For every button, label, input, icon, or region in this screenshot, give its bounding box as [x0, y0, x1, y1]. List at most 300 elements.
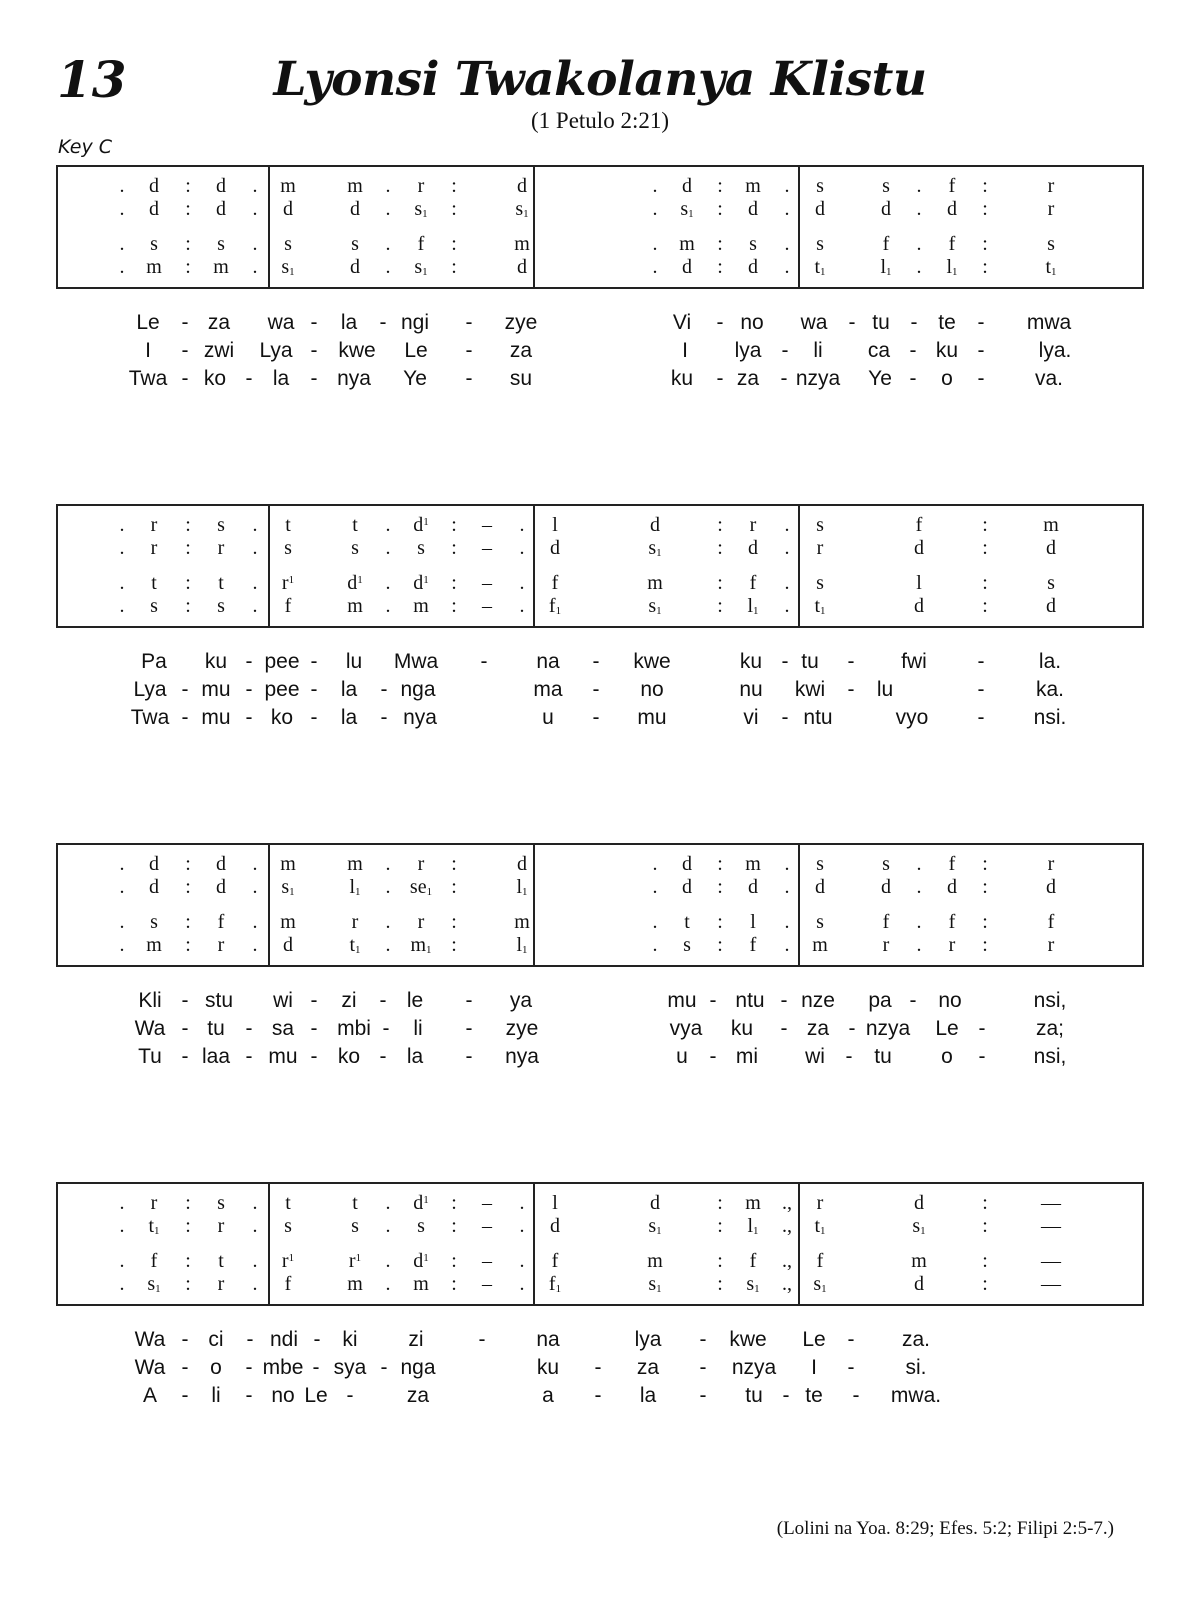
syllable: tu [801, 650, 819, 673]
note: : [451, 572, 457, 594]
syllable: ndi [269, 1328, 299, 1351]
note: f [948, 853, 956, 875]
syllable: lu [345, 650, 363, 673]
note: r [217, 1215, 225, 1237]
note: . [916, 175, 922, 197]
note: d [881, 198, 891, 220]
syllable: kwe [729, 1328, 767, 1351]
syllable: ma [533, 678, 563, 701]
note: $f_1$ [548, 1273, 562, 1295]
note: . [385, 911, 391, 933]
note: . [784, 175, 790, 197]
syllable: li [813, 339, 823, 362]
note: $l_1$ [880, 256, 892, 278]
note: m [413, 1273, 429, 1295]
note: : [185, 876, 191, 898]
hyphen: - [592, 650, 600, 673]
note: d [682, 853, 692, 875]
note: d [216, 198, 226, 220]
note: d [748, 198, 758, 220]
note: : [982, 233, 988, 255]
note: $l_1$ [516, 934, 528, 956]
voice-row-1 [58, 514, 1142, 536]
syllable: ntu [735, 989, 765, 1012]
note: . [784, 595, 790, 617]
note: : [451, 537, 457, 559]
note: . [652, 198, 658, 220]
syllable: Twa [130, 706, 170, 729]
note: f [749, 572, 757, 594]
syllable: la [406, 1045, 424, 1068]
syllable: a [542, 1384, 554, 1407]
note: . [652, 876, 658, 898]
note: $s_1$ [813, 1273, 827, 1295]
note: d [914, 1273, 924, 1295]
note: t [352, 1192, 358, 1214]
note: : [451, 256, 457, 278]
syllable: I [682, 339, 688, 362]
syllable: Le [136, 311, 160, 334]
note: . [916, 934, 922, 956]
note: . [519, 1192, 525, 1214]
lyric-line-2 [0, 339, 1200, 369]
note: d [350, 256, 360, 278]
syllable: lu [876, 678, 894, 701]
note: . [385, 1215, 391, 1237]
syllable: vi [743, 706, 759, 729]
hyphen: - [465, 1045, 473, 1068]
lyric-line-2 [0, 1356, 1200, 1386]
hyphen: - [310, 311, 318, 334]
note: . [252, 876, 258, 898]
note: f [1047, 911, 1055, 933]
note: . [252, 595, 258, 617]
note: . [385, 876, 391, 898]
note: : [717, 1215, 723, 1237]
scripture-reference: (1 Petulo 2:21) [531, 108, 669, 133]
hyphen: - [781, 339, 789, 362]
note: ., [782, 1250, 792, 1272]
note: t [218, 572, 224, 594]
note: . [119, 537, 125, 559]
note: s [351, 1215, 359, 1237]
note: d [517, 853, 527, 875]
syllable: la [272, 367, 290, 390]
system-1 [0, 165, 1200, 505]
note: . [784, 537, 790, 559]
syllable: zwi [203, 339, 235, 362]
syllable: nzya [865, 1017, 911, 1040]
note: d [517, 256, 527, 278]
syllable: zye [505, 1017, 539, 1040]
note: r [150, 1192, 158, 1214]
note: ., [782, 1192, 792, 1214]
note: s [351, 537, 359, 559]
note: $m_1$ [410, 934, 432, 956]
note: : [185, 934, 191, 956]
note: r [150, 514, 158, 536]
note: m [413, 595, 429, 617]
syllable: vyo [895, 706, 929, 729]
syllable: mbi [337, 1017, 371, 1040]
hyphen: - [592, 678, 600, 701]
note: $t_1$ [148, 1215, 160, 1237]
syllable: nzya [795, 367, 841, 390]
syllable: zi [341, 989, 357, 1012]
note: . [252, 572, 258, 594]
syllable: tu [745, 1384, 763, 1407]
note: $l_1$ [516, 876, 528, 898]
key-signature: Key C [58, 136, 113, 158]
note: l [552, 1192, 558, 1214]
note: t [285, 1192, 291, 1214]
syllable: za [736, 367, 760, 390]
hyphen: - [699, 1328, 707, 1351]
hyphen: - [380, 678, 388, 701]
hyphen: - [465, 339, 473, 362]
hyphen: - [181, 1328, 189, 1351]
note: t [151, 572, 157, 594]
note: r [948, 934, 956, 956]
syllable: mi [735, 1045, 759, 1068]
note: r [150, 537, 158, 559]
note: d [947, 876, 957, 898]
hyphen: - [380, 706, 388, 729]
syllable: Ye [403, 367, 427, 390]
note: : [982, 537, 988, 559]
note: d [1046, 595, 1056, 617]
syllable: I [145, 339, 151, 362]
hyphen: - [847, 1356, 855, 1379]
note: : [982, 256, 988, 278]
note: : [451, 198, 457, 220]
note: : [451, 175, 457, 197]
note: . [119, 256, 125, 278]
note: f [915, 514, 923, 536]
note: $d^1$ [413, 514, 429, 536]
note: – [482, 595, 492, 617]
syllable: u [676, 1045, 688, 1068]
note: : [451, 853, 457, 875]
syllable: mu [201, 678, 231, 701]
note: f [882, 233, 890, 255]
hyphen: - [909, 989, 917, 1012]
note: d [550, 537, 560, 559]
syllable: Le [802, 1328, 826, 1351]
note: : [717, 911, 723, 933]
note: f [816, 1250, 824, 1272]
lyric-line-3 [0, 1384, 1200, 1414]
syllable: nya [505, 1045, 539, 1068]
syllable: va. [1034, 367, 1064, 390]
syllable: mwa [1026, 311, 1072, 334]
note: s [816, 853, 824, 875]
hyphen: - [245, 1384, 253, 1407]
syllable: stu [204, 989, 234, 1012]
note: $d^1$ [413, 1192, 429, 1214]
hyphen: - [845, 1045, 853, 1068]
syllable: zye [504, 311, 538, 334]
hyphen: - [847, 1328, 855, 1351]
note: : [185, 537, 191, 559]
note: : [982, 1215, 988, 1237]
note: $s_1$ [281, 876, 295, 898]
note: f [551, 572, 559, 594]
hyphen: - [592, 706, 600, 729]
note: r [816, 537, 824, 559]
note: . [519, 1215, 525, 1237]
syllable: lya [734, 339, 762, 362]
note: . [252, 911, 258, 933]
lyric-line-1 [0, 989, 1200, 1019]
note: . [916, 233, 922, 255]
note: $l_1$ [349, 876, 361, 898]
hyphen: - [312, 1356, 320, 1379]
syllable: zi [408, 1328, 424, 1351]
note: : [717, 198, 723, 220]
hyphen: - [781, 650, 789, 673]
note: : [717, 1250, 723, 1272]
note: m [812, 934, 828, 956]
syllable: nsi. [1033, 706, 1067, 729]
hyphen: - [781, 706, 789, 729]
note: r [417, 853, 425, 875]
voice-row-3 [58, 572, 1142, 594]
syllable: o [210, 1356, 222, 1379]
note: $s_1$ [147, 1273, 161, 1295]
note: : [717, 233, 723, 255]
note: : [451, 911, 457, 933]
note: ., [782, 1273, 792, 1295]
syllable: wi [805, 1045, 825, 1068]
note: : [982, 876, 988, 898]
note: : [185, 256, 191, 278]
note: . [252, 175, 258, 197]
hyphen: - [181, 989, 189, 1012]
syllable: Twa [128, 367, 168, 390]
note: m [280, 175, 296, 197]
hyphen: - [480, 650, 488, 673]
syllable: Tu [138, 1045, 162, 1068]
note: $s_1$ [281, 256, 295, 278]
note: : [717, 1192, 723, 1214]
hyphen: - [847, 678, 855, 701]
note: d [216, 876, 226, 898]
note: r [882, 934, 890, 956]
note: . [119, 514, 125, 536]
note: s [150, 233, 158, 255]
note: . [385, 572, 391, 594]
note: . [784, 876, 790, 898]
syllable: Vi [672, 311, 692, 334]
note: f [150, 1250, 158, 1272]
syllable: o [941, 1045, 953, 1068]
hyphen: - [379, 1045, 387, 1068]
voice-row-2 [58, 198, 1142, 220]
hyphen: - [699, 1356, 707, 1379]
syllable: nze [801, 989, 835, 1012]
note: f [417, 233, 425, 255]
syllable: za [636, 1356, 660, 1379]
note: d [283, 198, 293, 220]
note: d [149, 876, 159, 898]
note: $l_1$ [747, 595, 759, 617]
note: : [982, 853, 988, 875]
syllable: no [938, 989, 962, 1012]
syllable: pee [264, 678, 300, 701]
syllable: A [142, 1384, 158, 1407]
note: . [119, 1250, 125, 1272]
note: s [882, 175, 890, 197]
note: . [652, 853, 658, 875]
system-4 [0, 1182, 1200, 1522]
syllable: ntu [803, 706, 833, 729]
note: : [451, 514, 457, 536]
hyphen: - [310, 1045, 318, 1068]
note: . [119, 1215, 125, 1237]
hyphen: - [780, 989, 788, 1012]
lyric-line-1 [0, 311, 1200, 341]
hyphen: - [313, 1328, 321, 1351]
note: . [252, 1192, 258, 1214]
note: : [451, 595, 457, 617]
note: . [119, 876, 125, 898]
hyphen: - [847, 650, 855, 673]
note: s [217, 595, 225, 617]
hyphen: - [379, 311, 387, 334]
hyphen: - [465, 311, 473, 334]
note: . [252, 233, 258, 255]
note: . [252, 256, 258, 278]
syllable: le [406, 989, 424, 1012]
lyric-line-3 [0, 367, 1200, 397]
note: . [385, 198, 391, 220]
note: t [684, 911, 690, 933]
syllable: sya [333, 1356, 367, 1379]
syllable: lya. [1038, 339, 1072, 362]
syllable: za. [901, 1328, 931, 1351]
voice-row-4 [58, 595, 1142, 617]
note: s [217, 233, 225, 255]
syllable: kwe [338, 339, 376, 362]
syllable: si. [905, 1356, 927, 1379]
note: d [815, 876, 825, 898]
note: m [745, 1192, 761, 1214]
note: : [185, 1250, 191, 1272]
note: $d^1$ [347, 572, 363, 594]
note: : [185, 853, 191, 875]
note: : [185, 572, 191, 594]
note: m [1043, 514, 1059, 536]
note: s [816, 233, 824, 255]
note: – [482, 537, 492, 559]
note: . [252, 514, 258, 536]
syllable: Kli [138, 989, 162, 1012]
syllable: ci [208, 1328, 224, 1351]
note: d [815, 198, 825, 220]
note: . [519, 537, 525, 559]
note: ., [782, 1215, 792, 1237]
note: . [252, 934, 258, 956]
note: . [519, 514, 525, 536]
hyphen: - [181, 1045, 189, 1068]
syllable: tu [872, 311, 890, 334]
syllable: li [413, 1017, 423, 1040]
syllable: mu [667, 989, 697, 1012]
note: d [1046, 876, 1056, 898]
note: . [119, 572, 125, 594]
note: : [717, 1273, 723, 1295]
voice-row-3 [58, 1250, 1142, 1272]
hyphen: - [978, 1045, 986, 1068]
voice-row-4 [58, 934, 1142, 956]
note: s [882, 853, 890, 875]
note: d [216, 853, 226, 875]
note: d [216, 175, 226, 197]
syllable: Lya [259, 339, 293, 362]
note: : [451, 1273, 457, 1295]
note: : [982, 198, 988, 220]
note: m [146, 256, 162, 278]
note: f [284, 595, 292, 617]
hyphen: - [977, 678, 985, 701]
syllable: na [536, 1328, 560, 1351]
note: m [514, 233, 530, 255]
syllable: ko [337, 1045, 361, 1068]
hyphen: - [848, 311, 856, 334]
note: m [745, 853, 761, 875]
note: s [284, 537, 292, 559]
hyphen: - [848, 1017, 856, 1040]
syllable: Mwa [393, 650, 439, 673]
note: d [650, 514, 660, 536]
syllable: ku [739, 650, 763, 673]
note: $l_1$ [946, 256, 958, 278]
note: f [749, 934, 757, 956]
syllable: za [806, 1017, 830, 1040]
hyphen: - [977, 706, 985, 729]
note: . [119, 934, 125, 956]
syllable: mu [637, 706, 667, 729]
hyphen: - [310, 367, 318, 390]
hyphen: - [245, 1045, 253, 1068]
note: – [482, 1192, 492, 1214]
syllable: nya [337, 367, 371, 390]
note: d [748, 537, 758, 559]
note: . [519, 1250, 525, 1272]
note: – [482, 1273, 492, 1295]
note: . [916, 256, 922, 278]
note: : [982, 1250, 988, 1272]
syllable: Le [935, 1017, 959, 1040]
hyphen: - [978, 1017, 986, 1040]
note: f [217, 911, 225, 933]
note: f [284, 1273, 292, 1295]
note: d [517, 175, 527, 197]
system-3 [0, 843, 1200, 1183]
hyphen: - [380, 1356, 388, 1379]
hyphen: - [181, 678, 189, 701]
note: : [982, 595, 988, 617]
hyphen: - [181, 1017, 189, 1040]
hyphen: - [379, 989, 387, 1012]
syllable: fwi [901, 650, 927, 673]
note: : [717, 572, 723, 594]
note: . [784, 934, 790, 956]
note: : [451, 876, 457, 898]
note: . [252, 853, 258, 875]
note: m [347, 595, 363, 617]
